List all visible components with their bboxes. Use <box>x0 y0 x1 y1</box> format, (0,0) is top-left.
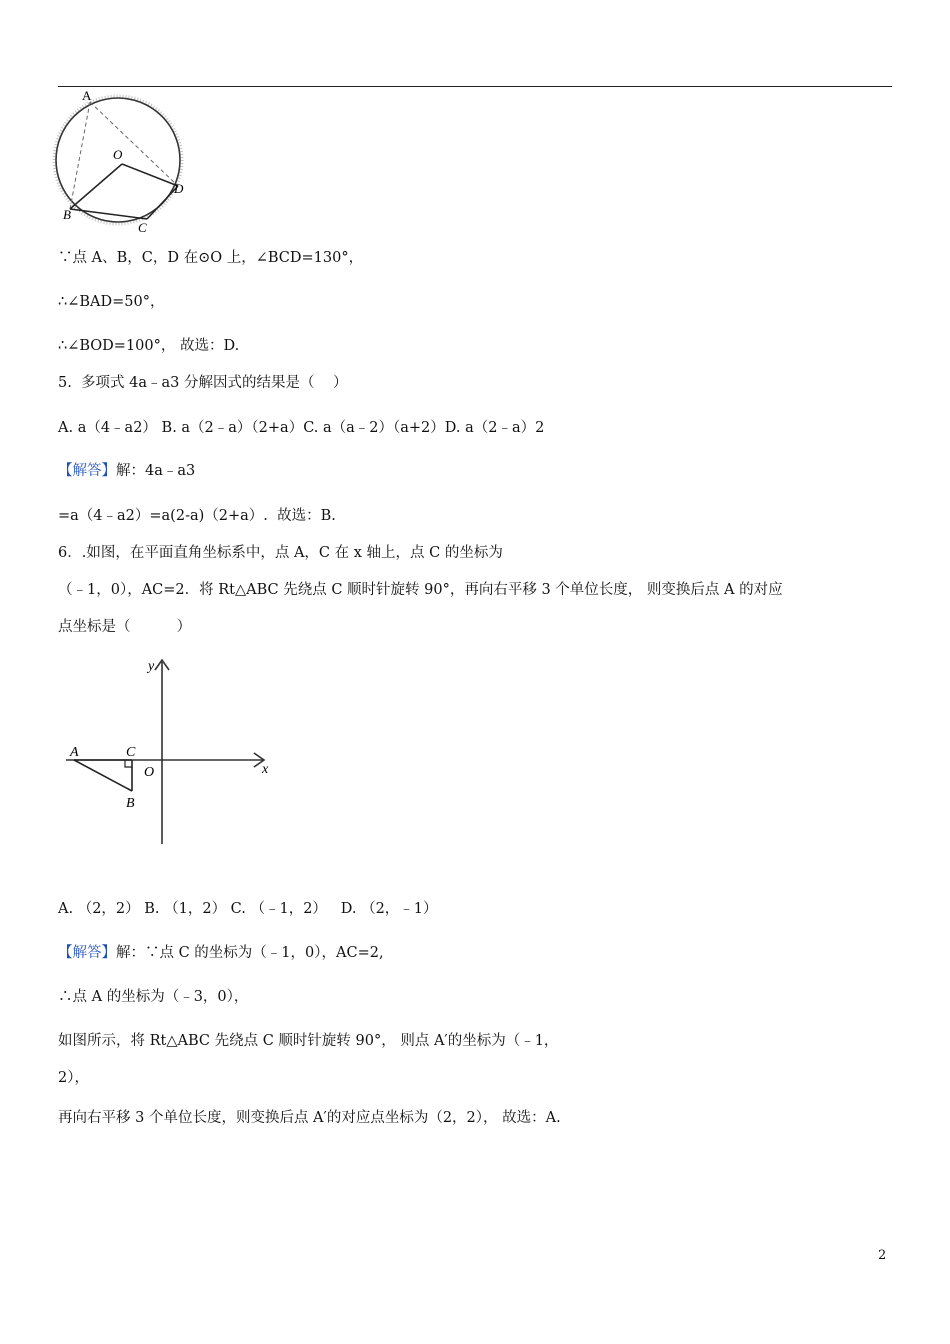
label-a: A <box>70 745 79 760</box>
q5-answer-line2: =a（4﹣a2）=a(2-a)（2+a）. 故选：B. <box>58 508 336 524</box>
label-y: y <box>148 659 155 674</box>
q5-answer <box>58 461 195 481</box>
q6-answer-line3: 如图所示，将 Rt△ABC 先绕点 C 顺时针旋转 90°， 则点 A′的坐标为（﹣1， <box>58 1033 559 1049</box>
q5-options: A. a（4﹣a2） B. a（2﹣a）（2+a）C. a（a﹣2）（a+2）D. a（2﹣a）2 <box>58 420 545 436</box>
q6-answer-line4: 2）， <box>58 1070 89 1086</box>
answer-tag: 【解答】 <box>58 463 116 479</box>
segment-ob <box>70 164 122 209</box>
q6-answer-line2: ∴点 A 的坐标为（﹣3，0）， <box>58 989 249 1005</box>
circle-figure <box>50 86 200 236</box>
q4-solution-line1: ∵点 A、B，C，D 在⊙O 上，∠BCD=130°， <box>58 250 364 266</box>
q4-solution-line3: ∴∠BOD=100°， 故选：D. <box>58 338 240 354</box>
segment-ad <box>90 102 178 186</box>
q6-stem-line2: （﹣1，0），AC=2．将 Rt△ABC 先绕点 C 顺时针旋转 90°，再向右平移 3 个单位长度， 则变换后点 A 的对应 <box>58 582 783 598</box>
segment-ab <box>74 760 132 791</box>
answer-text: 解：∵点 C 的坐标为（﹣1，0），AC=2, <box>116 945 384 961</box>
label-x: x <box>262 762 269 777</box>
q6-options: A. （2，2） B. （1，2） C. （﹣1，2） D. （2，﹣1） <box>58 901 438 917</box>
label-d: D <box>174 181 184 196</box>
right-angle-mark <box>125 760 132 767</box>
q6-stem-line3: 点坐标是（ ） <box>58 619 192 635</box>
label-o: O <box>113 147 123 162</box>
answer-tag: 【解答】 <box>58 945 116 961</box>
label-a: A <box>82 88 92 103</box>
q4-solution-line2: ∴∠BAD=50°， <box>58 294 165 310</box>
label-o: O <box>144 765 155 780</box>
coordinate-figure <box>58 650 288 850</box>
segment-od <box>122 164 178 186</box>
label-c: C <box>138 220 147 235</box>
q6-answer <box>58 943 384 963</box>
answer-text: 解：4a﹣a3 <box>116 463 196 479</box>
q5-stem: 5. 多项式 4a﹣a3 分解因式的结果是（ ） <box>58 375 348 391</box>
label-c: C <box>126 745 136 760</box>
label-b: B <box>63 207 71 222</box>
q6-answer-line5: 再向右平移 3 个单位长度，则变换后点 A′的对应点坐标为（2，2）， 故选：A. <box>58 1110 561 1126</box>
q6-stem-line1: 6．.如图，在平面直角坐标系中，点 A，C 在 x 轴上，点 C 的坐标为 <box>58 545 503 561</box>
page-number: 2 <box>878 1248 887 1263</box>
label-b: B <box>126 796 135 811</box>
